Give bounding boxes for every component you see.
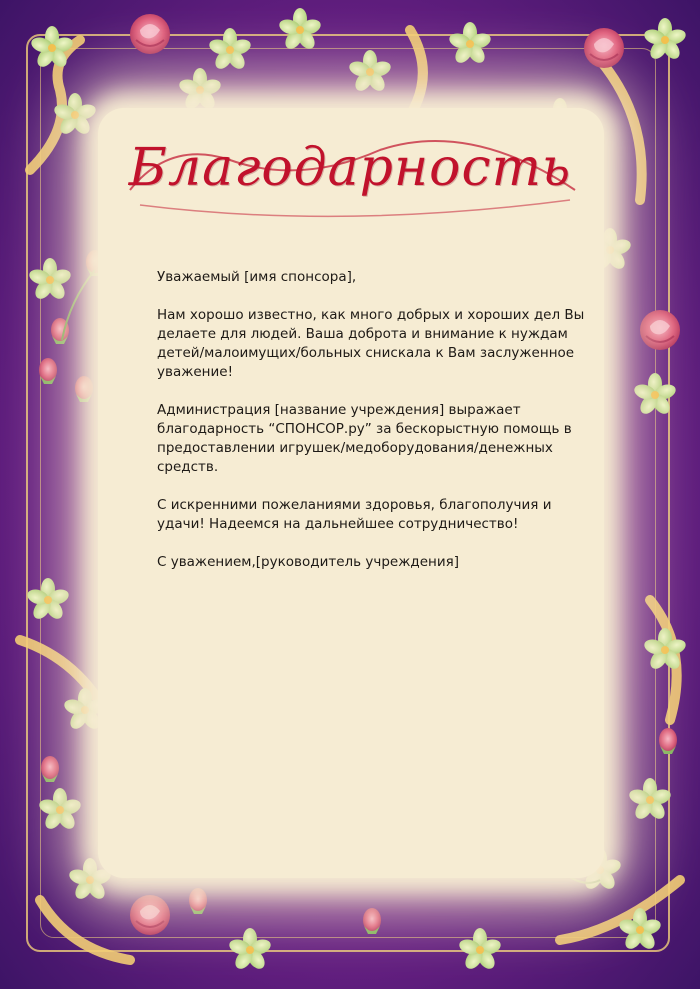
letter-paragraph-1: Нам хорошо известно, как много добрых и хороших дел Вы делаете для людей. Ваша доброта и внимание к нуждам детей/малоимущих/больных снискала к Вам заслуженное уважение!: [157, 307, 585, 380]
letter-body: [157, 268, 587, 591]
letter-paragraph-2: Администрация [название учреждения] выражает благодарность “СПОНСОР.ру” за бескорыстную помощь в предоставлении игрушек/медоборудования/денежных средств.: [157, 402, 572, 475]
certificate-title: Благодарность: [128, 138, 572, 198]
letter-closing: С уважением,[руководитель учреждения]: [157, 554, 460, 570]
letter-greeting: Уважаемый [имя спонсора],: [157, 269, 357, 285]
letter-paragraph-3: С искренними пожеланиями здоровья, благополучия и удачи! Надеемся на дальнейшее сотрудничество!: [157, 497, 552, 532]
